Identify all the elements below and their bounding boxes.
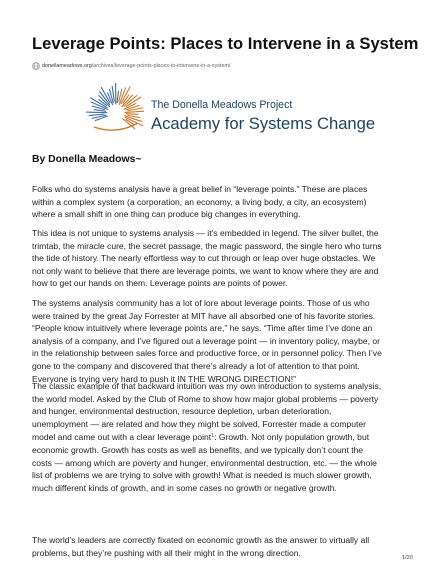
logo-academy-name: Academy for Systems Change [151, 114, 376, 133]
paragraph-line: problems, but they’re pushing with all their might in the wrong direction. [32, 547, 301, 558]
paragraph-line: and hunger, environmental destruction, resource depletion, urban deterioration, [32, 406, 332, 417]
paragraph-1 [32, 183, 422, 221]
paragraph-line: much different kinds of growth, and in some cases no growth or negative growth. [32, 482, 337, 493]
sunburst-logo-icon [86, 83, 144, 137]
paragraph-line: were trained by the great Jay Forrester at MIT have all absorbed one of his favorite stories. [32, 310, 376, 321]
paragraph-line: within a complex system (a corporation, an economy, a living body, a city, an ecosystem) [32, 196, 367, 207]
url-path[interactable]: /archives/leverage-points-places-to-intervene-in-a-system/ [91, 63, 231, 69]
paragraph-line: Everyone is trying very hard to push it IN THE WRONG DIRECTION!” [32, 373, 296, 384]
paragraph-line: not only want to believe that there are leverage points, we want to know where they are and [32, 265, 379, 276]
paragraph-line: in the relationship between sales force and productive force, or in personnel policy. Then I’ve [32, 348, 382, 359]
paragraph-4 [32, 380, 422, 494]
paragraph-line: the world model. Asked by the Club of Rome to show how major global problems — poverty [32, 393, 379, 404]
paragraph-line: unemployment — are related and how they might be solved, Forrester made a computer [32, 418, 366, 429]
page-number: 1/20 [402, 555, 413, 561]
paragraph-line: This idea is not unique to systems analysis — it’s embedded in legend. The silver bullet, the [32, 228, 379, 238]
logo-ray [89, 114, 104, 115]
logo-ray [117, 91, 118, 102]
logo-org-name: The Donella Meadows Project [151, 99, 293, 111]
paragraph-line: how to get our hands on them. Leverage points are points of power. [32, 278, 288, 289]
paragraph-line [32, 430, 422, 444]
paragraph-line: Folks who do systems analysis have a great belief in “leverage points.” These are places [32, 184, 368, 194]
paragraph-5 [32, 534, 422, 559]
paragraph-line: The world’s leaders are correctly fixated on economic growth as the answer to virtually all [32, 535, 370, 545]
source-url[interactable] [32, 62, 230, 70]
logo-ray [87, 112, 107, 113]
paragraph-line: “People know intuitively where leverage points are,” he says. “Time after time I’ve done an [32, 323, 373, 334]
article-title: Leverage Points: Places to Intervene in a System [32, 34, 419, 53]
paragraph-line: where a small shift in one thing can produce big changes in everything. [32, 209, 301, 220]
paragraph-line: The classic example of that backward intuition was my own introduction to systems analysis, [32, 381, 382, 391]
logo-ray [125, 111, 144, 112]
paragraph-line: list of problems we are trying to solve with growth! What is needed is much slower growth, [32, 470, 372, 481]
paragraph-2 [32, 227, 422, 290]
url-domain[interactable]: donellameadows.org [42, 63, 92, 69]
paragraph-line: economic growth. Growth has costs as well as benefits, and we typically don’t count the [32, 444, 364, 455]
paragraph-line: analysis of a company, and I’ve figured out a leverage point — in inventory policy, maybe, or [32, 335, 380, 346]
paragraph-3 [32, 297, 422, 385]
project-logo [86, 83, 386, 137]
paragraph-line: The systems analysis community has a lot of lore about leverage points. Those of us who [32, 298, 370, 308]
paragraph-line: gone to the company and discovered that there’s already a lot of attention to that point. [32, 360, 360, 371]
logo-arc [94, 123, 138, 130]
footnote-reference[interactable]: 1 [211, 433, 215, 440]
author-byline: By Donella Meadows~ [32, 154, 142, 165]
line-text: model and came out with a clear leverage point [32, 432, 212, 443]
paragraph-line: the tide of history. The nearly effortless way to cut through or leap over huge obstacles. We [32, 253, 376, 264]
globe-icon [32, 62, 40, 70]
paragraph-line: trimtab, the miracle cure, the secret passage, the magic password, the single hero who turns [32, 240, 382, 251]
logo-ray [126, 114, 137, 115]
paragraph-line: costs — among which are poverty and hunger, environmental destruction, etc. — the whole [32, 457, 377, 468]
line-text: : Growth. Not only population growth, but [214, 432, 370, 443]
